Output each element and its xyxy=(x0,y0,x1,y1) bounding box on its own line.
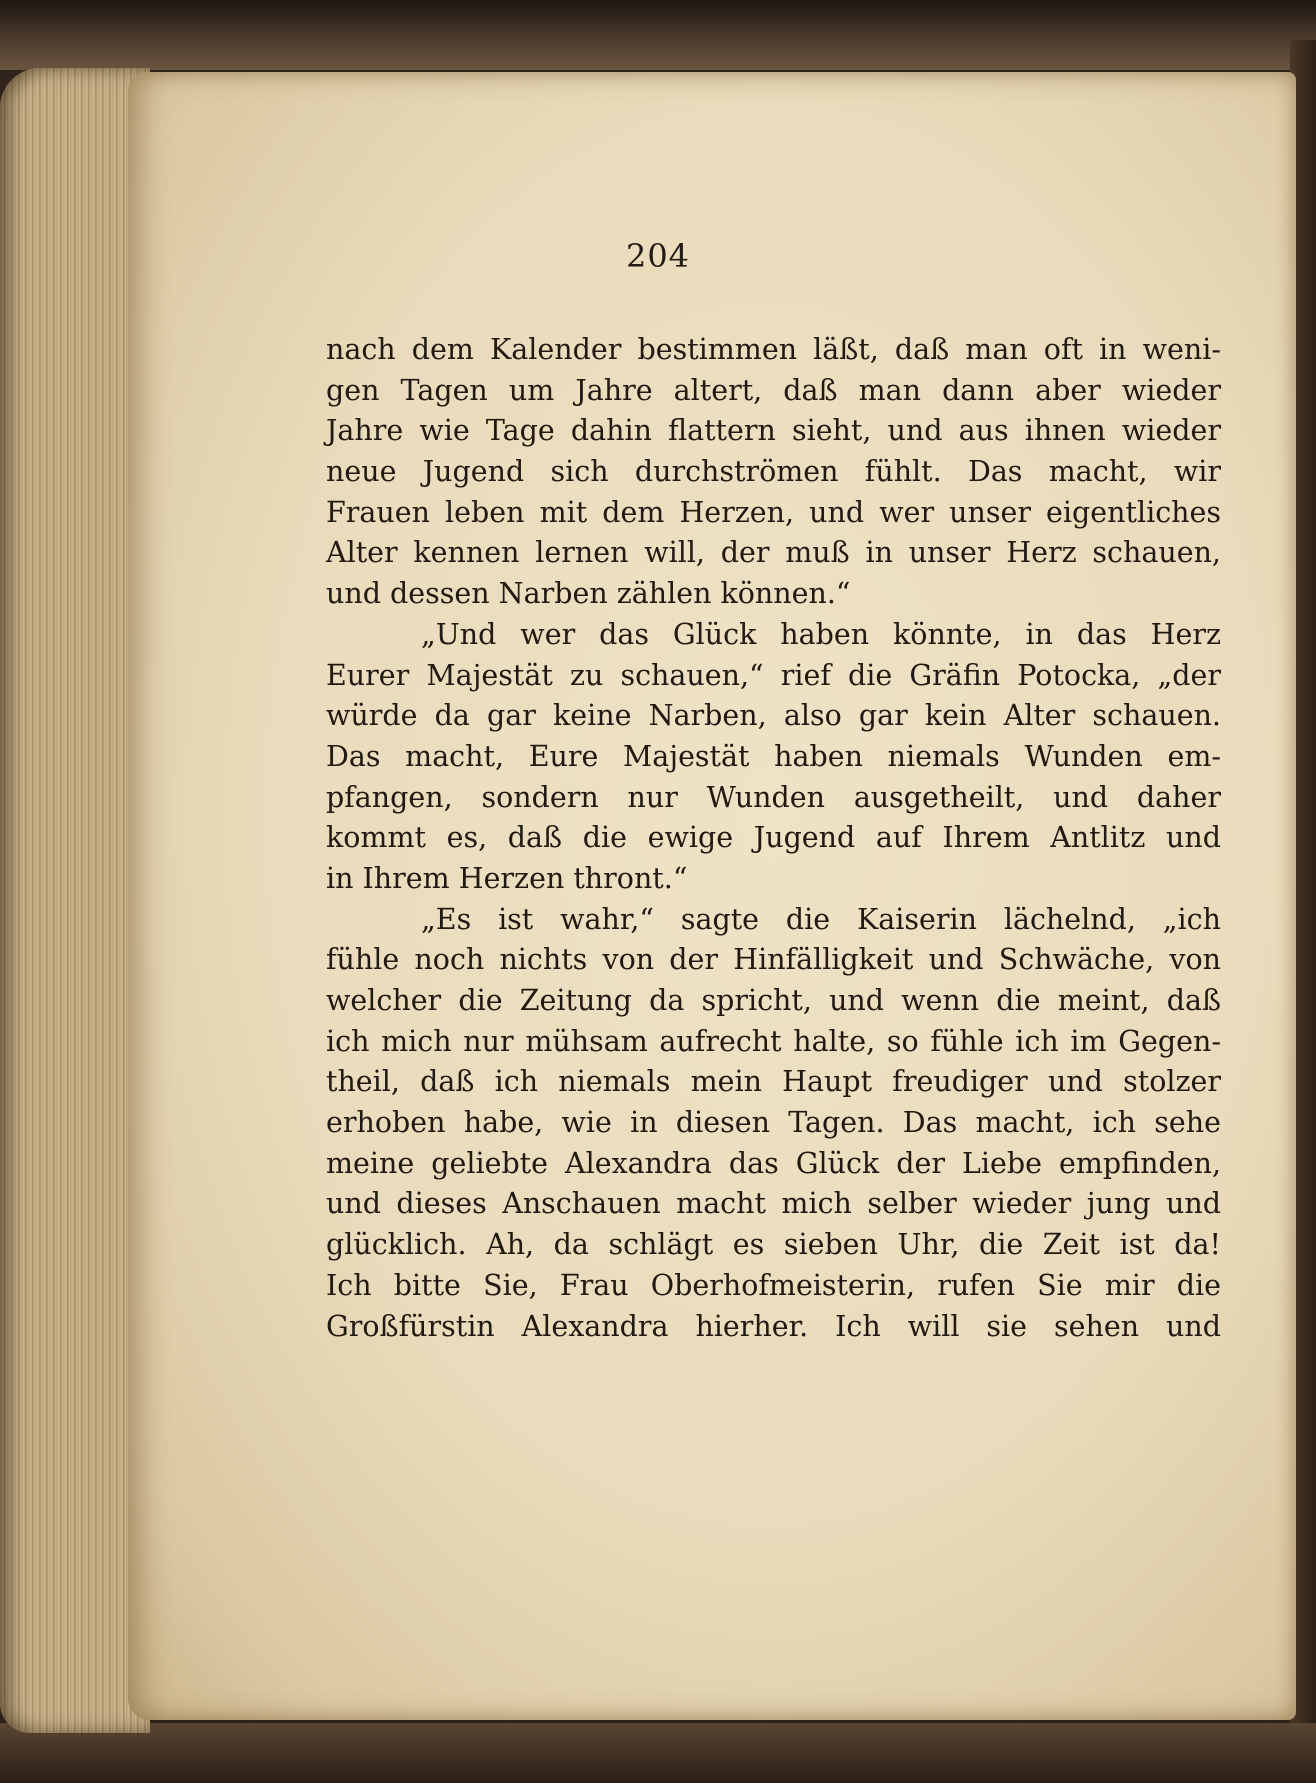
text-line: glücklich. Ah, da schlägt es sieben Uhr, die Zeit ist da! xyxy=(326,1228,1221,1262)
text-line: Frauen leben mit dem Herzen, und wer unser eigentliches xyxy=(326,495,1221,529)
book-cover-top xyxy=(0,0,1316,70)
text-line: Das macht, Eure Majestät haben niemals Wunden em- xyxy=(326,739,1221,773)
text-line: würde da gar keine Narben, also gar kein Alter schauen. xyxy=(326,699,1221,733)
text-line: in Ihrem Herzen thront.“ xyxy=(326,861,688,895)
text-line: neue Jugend sich durchströmen fühlt. Das macht, wir xyxy=(326,455,1221,489)
page-number: 204 xyxy=(625,237,691,275)
text-line: welcher die Zeitung da spricht, und wenn die meint, daß xyxy=(326,984,1221,1017)
book-cover-bottom xyxy=(0,1723,1316,1783)
text-line: Großfürstin Alexandra hierher. Ich will sie sehen und xyxy=(326,1309,1221,1343)
text-line: und dieses Anschauen macht mich selber wieder jung und xyxy=(326,1187,1221,1221)
text-line: „Und wer das Glück haben könnte, in das Herz xyxy=(421,617,1221,651)
text-line: fühle noch nichts von der Hinfälligkeit und Schwäche, von xyxy=(326,943,1221,977)
text-line: und dessen Narben zählen können.“ xyxy=(326,577,851,611)
text-line: Ich bitte Sie, Frau Oberhofmeisterin, rufen Sie mir die xyxy=(326,1268,1221,1302)
text-line: theil, daß ich niemals mein Haupt freudiger und stolzer xyxy=(326,1065,1221,1099)
text-line: ich mich nur mühsam aufrecht halte, so fühle ich im Gegen- xyxy=(326,1024,1221,1058)
text-line: nach dem Kalender bestimmen läßt, daß man oft in weni- xyxy=(326,333,1221,366)
text-line: erhoben habe, wie in diesen Tagen. Das macht, ich sehe xyxy=(326,1106,1221,1140)
text-line: kommt es, daß die ewige Jugend auf Ihrem Antlitz und xyxy=(326,821,1221,855)
text-line: gen Tagen um Jahre altert, daß man dann aber wieder xyxy=(326,373,1221,407)
text-line: Alter kennen lernen will, der muß in unser Herz schauen, xyxy=(326,536,1221,570)
text-line: „Es ist wahr,“ sagte die Kaiserin lächelnd, „ich xyxy=(421,902,1221,936)
text-line: Eurer Majestät zu schauen,“ rief die Gräfin Potocka, „der xyxy=(326,658,1221,692)
text-line: meine geliebte Alexandra das Glück der Liebe empfinden, xyxy=(326,1146,1221,1180)
text-line: Jahre wie Tage dahin flattern sieht, und aus ihnen wieder xyxy=(326,414,1221,448)
body-text xyxy=(326,330,1221,1347)
text-line: pfangen, sondern nur Wunden ausgetheilt, und daher xyxy=(326,780,1221,814)
